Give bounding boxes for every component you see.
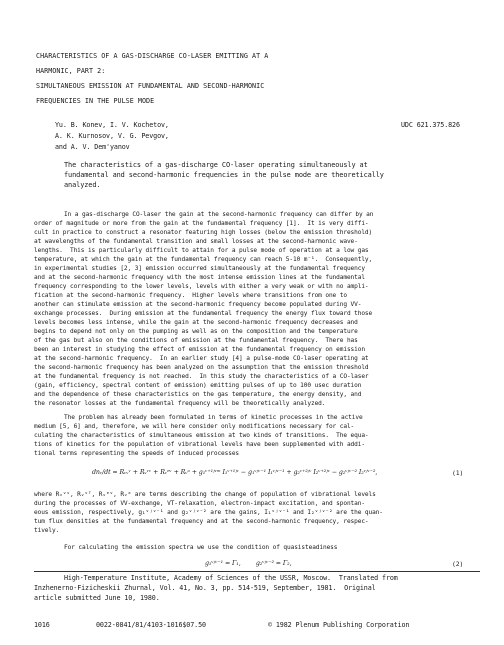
body-line: exchange processes. During emission at the fundamental frequency the energy flux toward those	[34, 310, 373, 317]
abstract-line-3: analyzed.	[64, 181, 101, 189]
body-line: In a gas-discharge CO-laser the gain at the second-harmonic frequency can differ by an	[64, 211, 374, 218]
affiliation-line-2: Inzhenerno-Fizicheskii Zhurnal, Vol. 41, No. 3, pp. 514-519, September, 1981. Original	[34, 584, 376, 592]
body-line: tum flux densities at the fundamental frequency and at the second-harmonic frequency, respec-	[34, 518, 369, 525]
abstract-line-2: fundamental and second-harmonic frequencies in the pulse mode are theoretically	[64, 171, 384, 179]
body-line: medium [5, 6] and, therefore, we will here consider only modifications necessary for cal-	[34, 423, 355, 430]
body-line: another can stimulate emission at the second-harmonic frequency become populated during VV-	[34, 301, 362, 308]
body-line: and at the second-harmonic frequency with the most intense emission lines at the fundamental	[34, 274, 365, 281]
body-line: levels becomes less intense, while the gain at the second-harmonic frequency decreases and	[34, 319, 358, 326]
abstract-line-1: The characteristics of a gas-discharge CO-laser operating simultaneously at	[64, 161, 368, 169]
body-line: during the processes of VV-exchange, VT-relaxation, electron-impact excitation, and spontan-	[34, 500, 365, 507]
equation-2-number: (2)	[452, 560, 464, 568]
footnote-divider	[34, 571, 480, 572]
title-line-1: CHARACTERISTICS OF A GAS-DISCHARGE CO-LASER EMITTING AT A	[36, 52, 269, 60]
body-line: tional terms representing the speeds of induced processes	[34, 450, 240, 457]
body-line: of the gas but also on the conditions of emission at the fundamental frequency. There has	[34, 337, 358, 344]
body-line: begins to depend not only on the pumping as well as on the composition and the temperature	[34, 328, 358, 335]
body-line: at the fundamental frequency is not reached. In this study the characteristics of a CO-laser	[34, 373, 369, 380]
author-line-3: and A. V. Dem'yanov	[55, 143, 130, 151]
body-line: eous emission, respectively, g₁ᵛʲᵛ⁻¹ and g₂ᵛʲᵛ⁻² are the gains, I₁ᵛʲᵛ⁻¹ and I₂ᵛʲᵛ⁻² are the quan-	[34, 509, 383, 516]
body-line: been an interest in studying the effect of emission at the fundamental frequency on emission	[34, 346, 365, 353]
equation-2: g₁ᵛʲᵛ⁻¹ = Γ₁, g₂ᵛʲᵛ⁻² = Γ₂,	[205, 560, 292, 567]
body-line: For calculating the emission spectra we use the condition of quasisteadiness	[64, 544, 338, 551]
body-line: culating the characteristics of simultaneous emission at two kinds of transitions. The equa-	[34, 432, 369, 439]
body-line: the second-harmonic frequency has been analyzed on the assumption that the emission threshold	[34, 364, 369, 371]
affiliation-line-1: High-Temperature Institute, Academy of Sciences of the USSR, Moscow. Translated from	[64, 574, 398, 582]
body-line: tions of kinetics for the population of vibrational levels have been supplemented with addi-	[34, 441, 365, 448]
title-line-4: FREQUENCIES IN THE PULSE MODE	[36, 97, 155, 105]
body-line: order of magnitude or more from the gain at the fundamental frequency [1]. It is very diffi-	[34, 220, 369, 227]
body-line: tively.	[34, 527, 60, 534]
body-line: The problem has already been formulated in terms of kinetic processes in the active	[64, 414, 363, 421]
body-line: at the second-harmonic frequency. In an earlier study [4] a pulse-mode CO-laser operating at	[34, 355, 369, 362]
body-line: at wavelengths of the fundamental transition and small losses at the second-harmonic wave-	[34, 238, 358, 245]
author-line-2: A. K. Kurnosov, V. G. Pevgov,	[55, 132, 169, 140]
body-line: temperature, at which the gain at the fundamental frequency can reach 5-10 m⁻¹. Consequently,	[34, 256, 373, 263]
equation-1: dnᵥ/dt = Rᵥᵥᵛ + Rᵥᵛᵛ + Rᵥᵉᵛ + Rᵥᵃ + g₁ᵛ⁺¹ʲᵛᵐ I₁ᵛ⁺¹ʲᵛ − g₁ᵛʲᵛ⁻¹ I₁ᵛʲᵛ⁻¹ + g₂ᵛ⁺²ʲᵛ I₂ᵛ⁺²ʲᵛ − g₂ᵛʲᵛ⁻² I₂ᵛʲᵛ⁻²,	[92, 469, 378, 476]
body-line: (gain, efficiency, spectral content of emission) emitting pulses of up to 100 usec duration	[34, 382, 362, 389]
equation-1-number: (1)	[452, 469, 464, 477]
title-line-3: SIMULTANEOUS EMISSION AT FUNDAMENTAL AND SECOND-HARMONIC	[36, 82, 265, 90]
body-line: and the dependence of these characteristics on the gas temperature, the energy density, and	[34, 391, 362, 398]
body-line: frequency corresponding to the lower levels, levels with either a very weak or with no ampli-	[34, 283, 369, 290]
body-line: where Rᵥᵛᵛ, Rᵥᵛᵀ, Rᵥᵉᵛ, Rᵥᵃ are terms describing the change of population of vibrational levels	[34, 491, 376, 498]
affiliation-line-3: article submitted June 10, 1980.	[34, 594, 160, 602]
copyright-notice: © 1982 Plenum Publishing Corporation	[268, 621, 410, 629]
page-number: 1016	[34, 621, 50, 629]
body-line: fication at the second-harmonic frequency. Higher levels where transitions from one to	[34, 292, 347, 299]
article-code: 0022-0841/81/4103-1016$07.50	[96, 621, 206, 629]
author-line-1: Yu. B. Konev, I. V. Kochetov,	[55, 121, 169, 129]
body-line: cult in practice to construct a resonator featuring high losses (below the emission threshold)	[34, 229, 373, 236]
title-line-2: HARMONIC, PART 2:	[36, 67, 106, 75]
body-line: in experimental studies [2, 3] emission occurred simultaneously at the fundamental frequency	[34, 265, 365, 272]
body-line: lengths. This is particularly difficult to attain for a pulse mode of operation at a low gas	[34, 247, 369, 254]
body-line: the resonator losses at the fundamental frequency will be theoretically analyzed.	[34, 400, 326, 407]
udc-code: UDC 621.375.826	[401, 121, 460, 129]
